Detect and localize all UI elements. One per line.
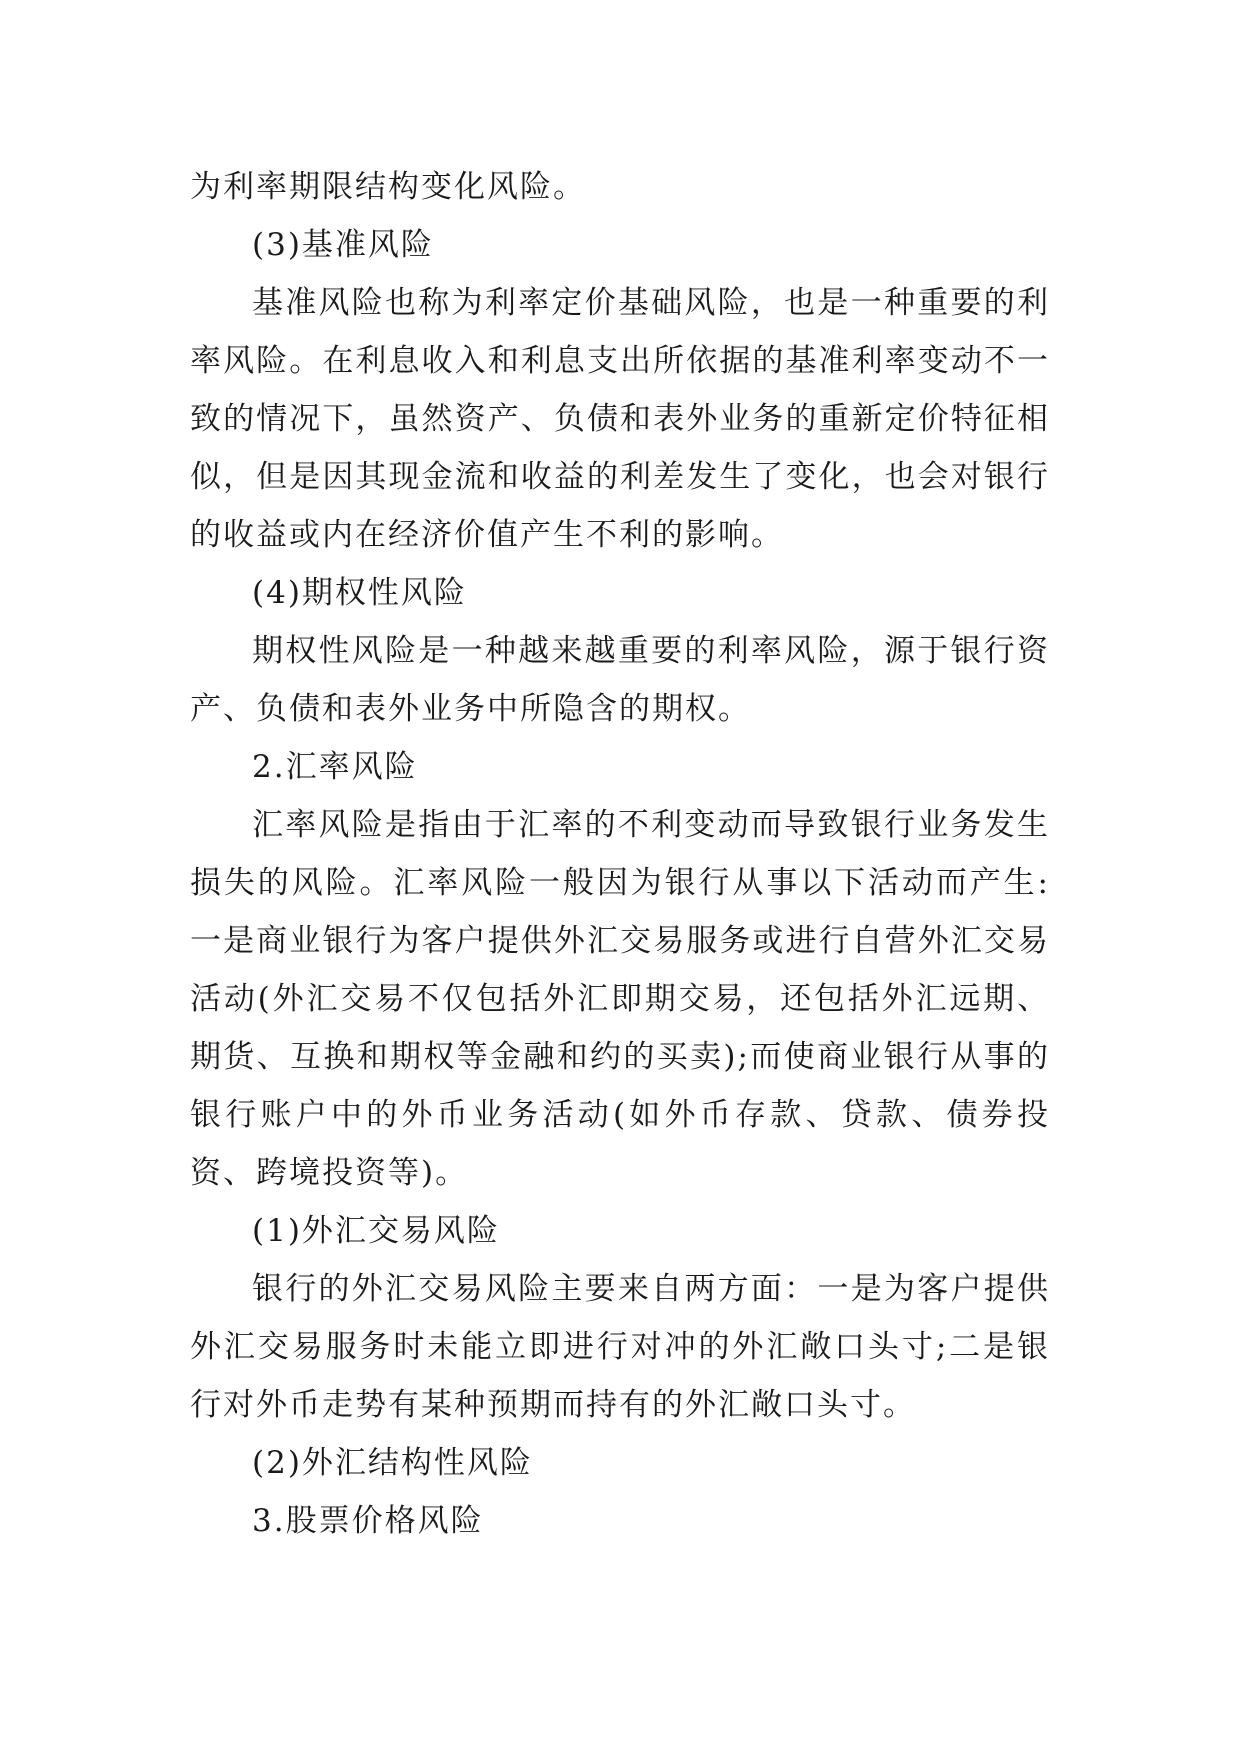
section-heading-option-risk: (4)期权性风险 — [252, 575, 467, 611]
section-heading-exchange-rate-risk: 2.汇率风险 — [252, 749, 418, 785]
paragraph-exchange-rate-risk: 汇率风险是指由于汇率的不利变动而导致银行业务发生损失的风险。汇率风险一般因为银行从事以下活动而产生:一是商业银行为客户提供外汇交易服务或进行自营外汇交易活动(外汇交易不仅包括外汇即期交易，还包括外汇远期、期货、互换和期权等金融和约的买卖);而使商业银行从事的银行账户中的外币业务活动(如外币存款、贷款、债券投资、跨境投资等)。 — [190, 807, 1050, 1191]
document-body — [190, 158, 1050, 1550]
section-heading-stock-price-risk: 3.股票价格风险 — [252, 1503, 484, 1539]
paragraph-option-risk: 期权性风险是一种越来越重要的利率风险，源于银行资产、负债和表外业务中所隐含的期权。 — [190, 633, 1050, 727]
section-heading-fx-trading-risk: (1)外汇交易风险 — [252, 1213, 500, 1249]
paragraph-continuation: 为利率期限结构变化风险。 — [190, 169, 586, 205]
section-heading-fx-structural-risk: (2)外汇结构性风险 — [252, 1445, 533, 1481]
section-heading-benchmark-risk: (3)基准风险 — [252, 227, 434, 263]
paragraph-fx-trading-risk: 银行的外汇交易风险主要来自两方面：一是为客户提供外汇交易服务时未能立即进行对冲的外汇敞口头寸;二是银行对外币走势有某种预期而持有的外汇敞口头寸。 — [190, 1271, 1050, 1423]
paragraph-benchmark-risk: 基准风险也称为利率定价基础风险，也是一种重要的利率风险。在利息收入和利息支出所依据的基准利率变动不一致的情况下，虽然资产、负债和表外业务的重新定价特征相似，但是因其现金流和收益的利差发生了变化，也会对银行的收益或内在经济价值产生不利的影响。 — [190, 285, 1050, 553]
